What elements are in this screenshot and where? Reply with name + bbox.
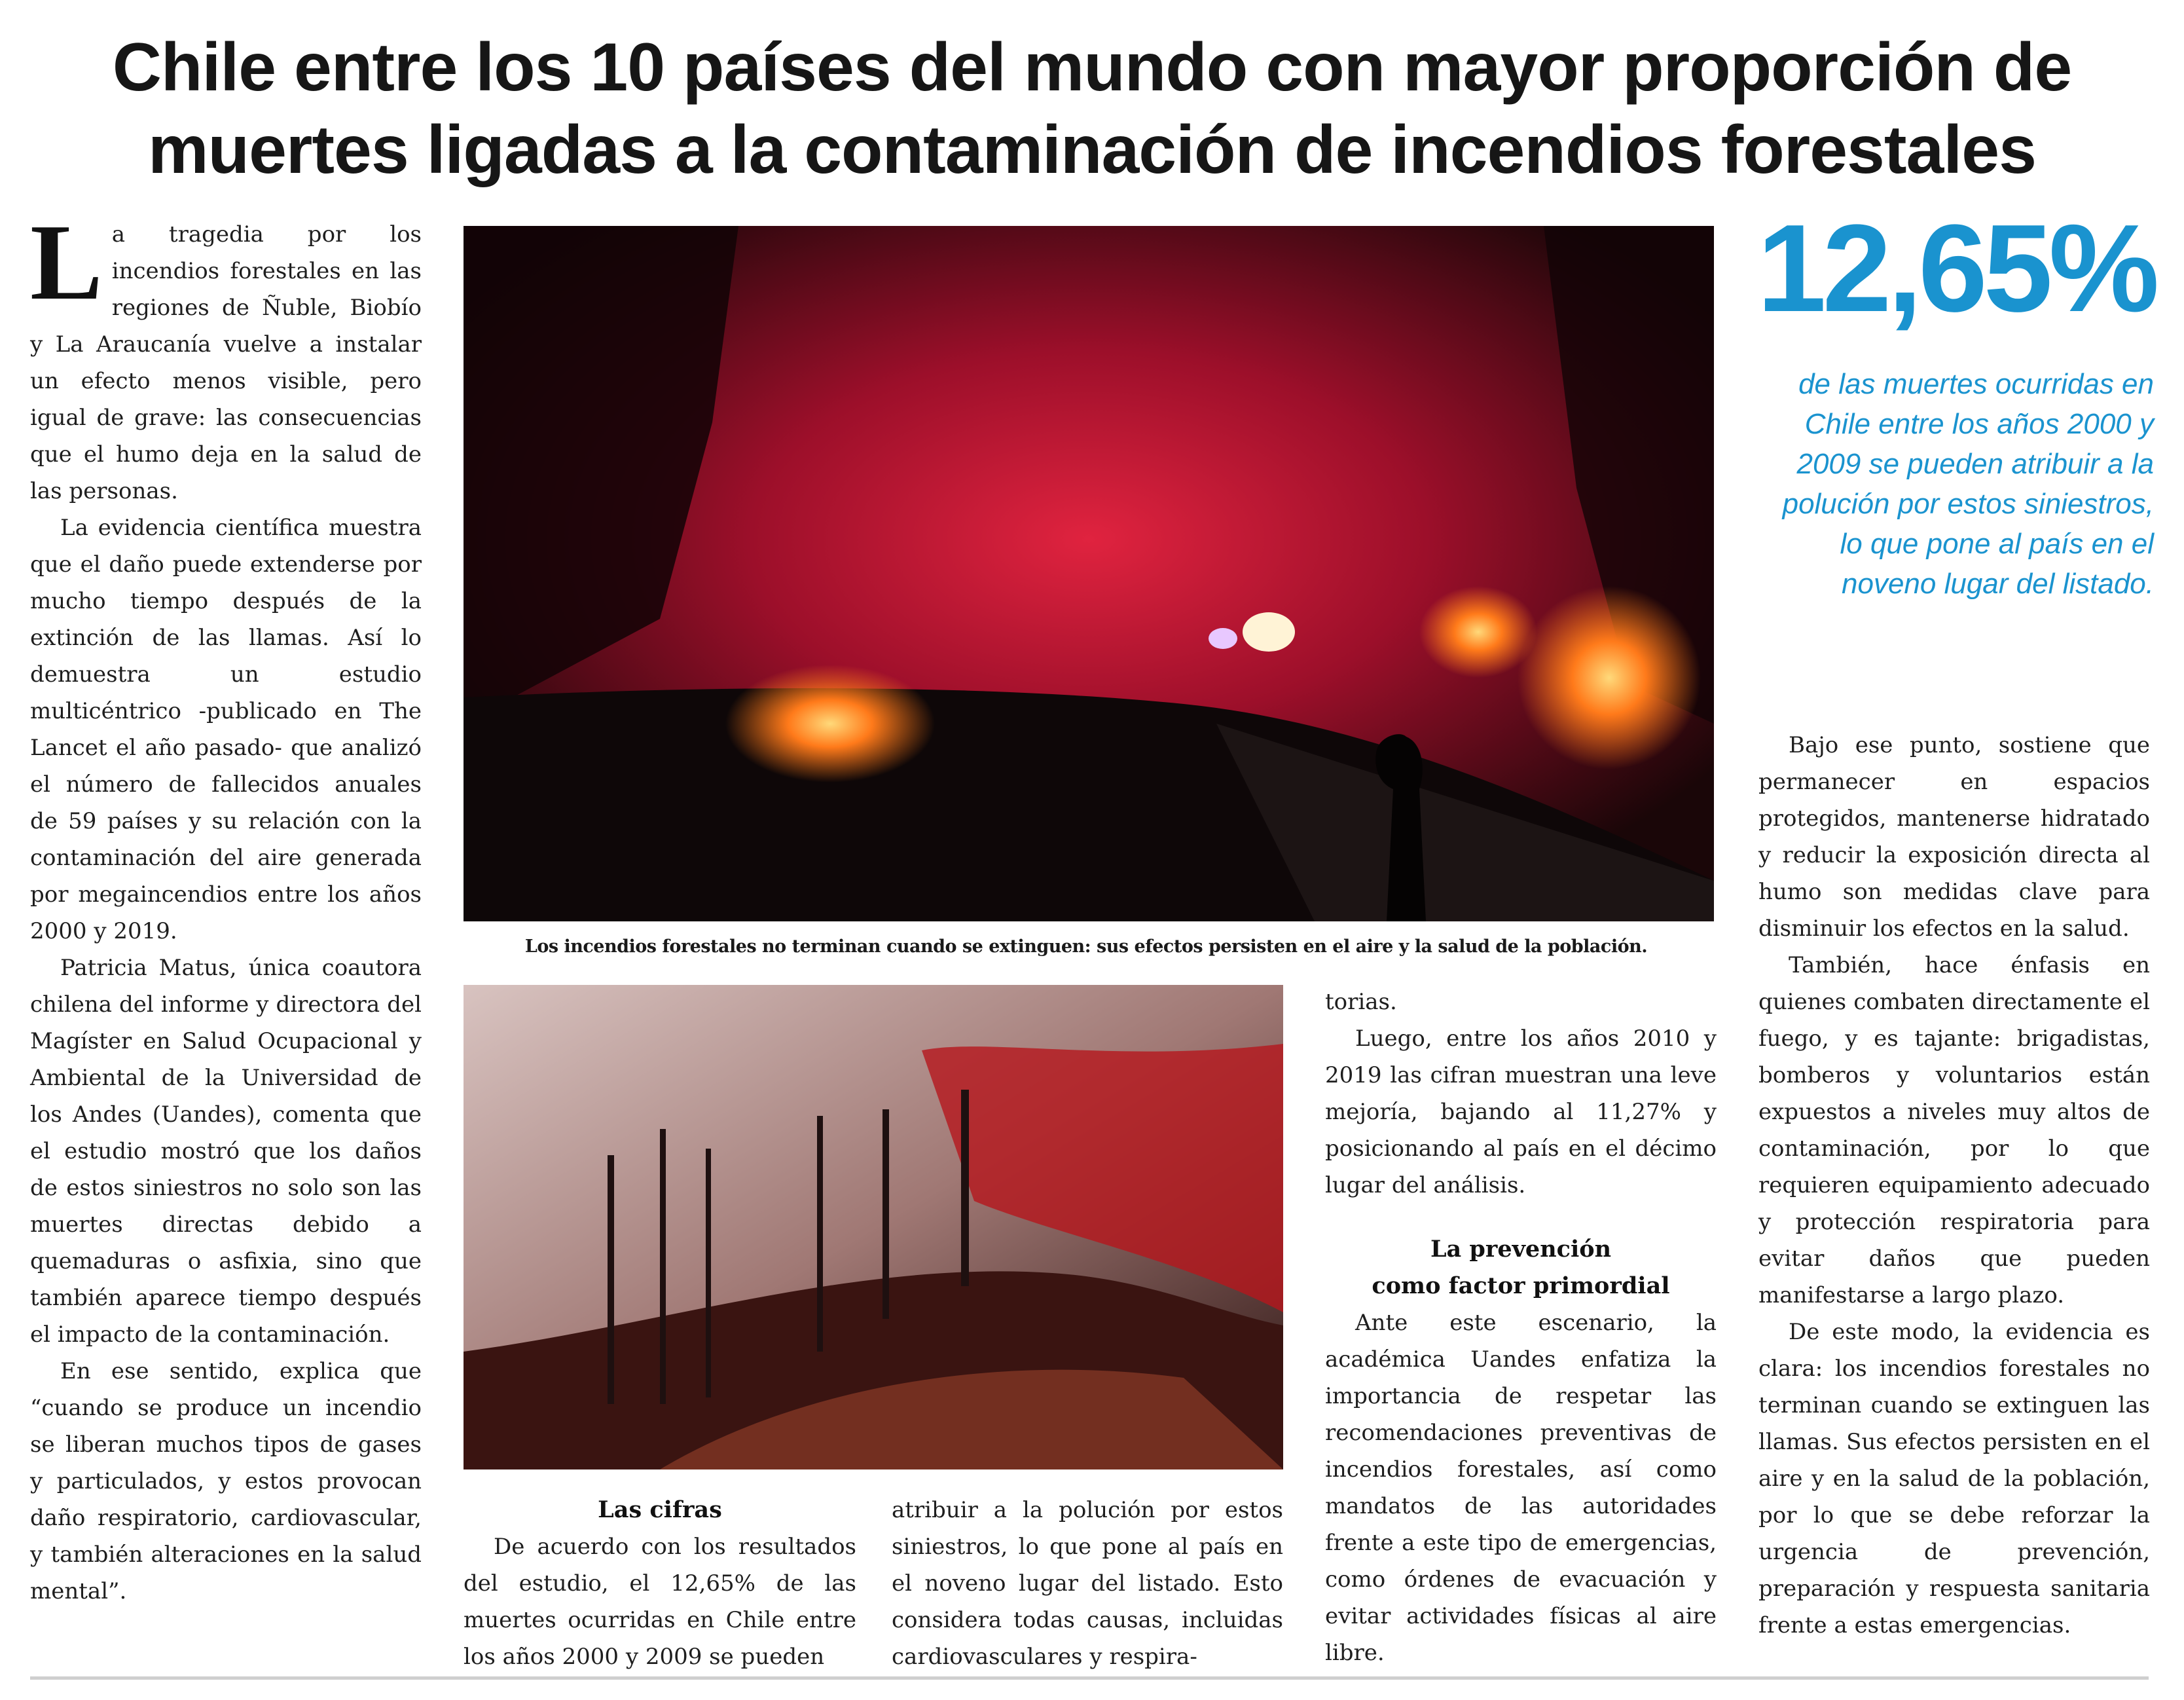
paragraph-brigadistas: También, hace énfasis en quienes combaten directamente el fuego, y es tajante: brigadistas, bomberos y voluntarios están expuestos a niveles muy altos de contaminación, por lo que requieren equipamiento adecuado y protección respiratoria para evitar daños que pueden manifestarse a largo plazo. [1758,952,2150,1308]
article-column-1 [30,202,422,1610]
paragraph-intro: a tragedia por los incendios forestales en las regiones de Ñuble, Biobío y La Araucanía vuelve a instalar un efecto menos visible, pero igual de grave: las consecuencias que el humo deja en la salud de las personas. [30,221,422,504]
section-heading-prevencion-line-1: La prevención [1430,1236,1612,1263]
article-column-3 [892,1492,1283,1675]
stat-text: de las muertes ocurridas en Chile entre los años 2000 y 2009 se pueden atribuir a la polución por estos siniestros, lo que pone al país en el noveno lugar del listado. [1782,368,2154,600]
paragraph-conclusion: De este modo, la evidencia es clara: los incendios forestales no terminan cuando se extinguen las llamas. Sus efectos persisten en el aire y en la salud de la población, por lo que se debe reforzar la urgencia de prevención, preparación y respuesta sanitaria frente a estas emergencias. [1758,1319,2150,1638]
paragraph-prevencion: Ante este escenario, la académica Uandes enfatiza la importancia de respetar las recomendaciones preventivas de incendios forestales, así como mandatos de las autoridades frente a este tipo de emergencias, como órdenes de evacuación y evitar actividades físicas al aire libre. [1325,1310,1717,1666]
section-heading-cifras: Las cifras [598,1496,722,1523]
headline-line-2: muertes ligadas a la contaminación de incendios forestales [148,112,2036,188]
headline [26,26,2158,191]
main-fire-photo [464,226,1714,921]
article-column-5 [1758,727,2150,1644]
section-heading-prevencion [1325,1231,1717,1304]
forest-fire-photo [464,985,1283,1469]
paragraph-continuation: torias. [1325,989,1397,1015]
paragraph-matus: Patricia Matus, única coautora chilena del informe y directora del Magíster en Salud Ocupacional y Ambiental de la Universidad de los Andes (Uandes), comenta que el estudio mostró que los daños de estos siniestros no solo son las muertes directas debido a quemaduras o asfixia, sino que también aparece tiempo después el impacto de la contaminación. [30,955,422,1348]
paragraph-evidence: La evidencia científica muestra que el daño puede extenderse por mucho tiempo después de la extinción de las llamas. Así lo demuestra un estudio multicéntrico -publicado en The Lancet el año pasado- que analizó el número de fallecidos anuales de 59 países y su relación con la contaminación del aire generada por megaincendios entre los años 2000 y 2019. [30,515,422,944]
bottom-rule [30,1676,2149,1680]
photo-caption: Los incendios forestales no terminan cuando se extinguen: sus efectos persisten en el aire y la salud de la población. [524,936,1648,957]
paragraph-mejoria: Luego, entre los años 2010 y 2019 las cifran muestran una leve mejoría, bajando al 11,27% y posicionando al país en el décimo lugar del análisis. [1325,1026,1717,1198]
main-fire-photo-image [464,226,1714,921]
forest-fire-photo-image [464,985,1283,1469]
article-column-cifras [464,1492,856,1675]
paragraph-medidas: Bajo ese punto, sostiene que permanecer en espacios protegidos, mantenerse hidratado y reducir la exposición directa al humo son medidas clave para disminuir los efectos en la salud. [1758,732,2150,942]
paragraph-quote: En ese sentido, explica que “cuando se produce un incendio se liberan muchos tipos de gases y particulados, y estos provocan daño respiratorio, cardiovascular, y también alteraciones en la salud mental”. [30,1358,422,1604]
drop-cap: L [30,202,103,322]
paragraph-polucion: atribuir a la polución por estos siniestros, lo que pone al país en el noveno lugar del listado. Esto considera todas causas, incluidas cardiovasculares y respira- [892,1497,1283,1670]
section-heading-prevencion-line-2: como factor primordial [1372,1272,1670,1299]
paragraph-cifras: De acuerdo con los resultados del estudio, el 12,65% de las muertes ocurridas en Chile entre los años 2000 y 2009 se pueden [464,1534,856,1670]
headline-line-1: Chile entre los 10 países del mundo con mayor proporción de [112,29,2072,105]
article-column-4 [1325,984,1717,1671]
stat-number: 12,65% [1757,199,2156,338]
